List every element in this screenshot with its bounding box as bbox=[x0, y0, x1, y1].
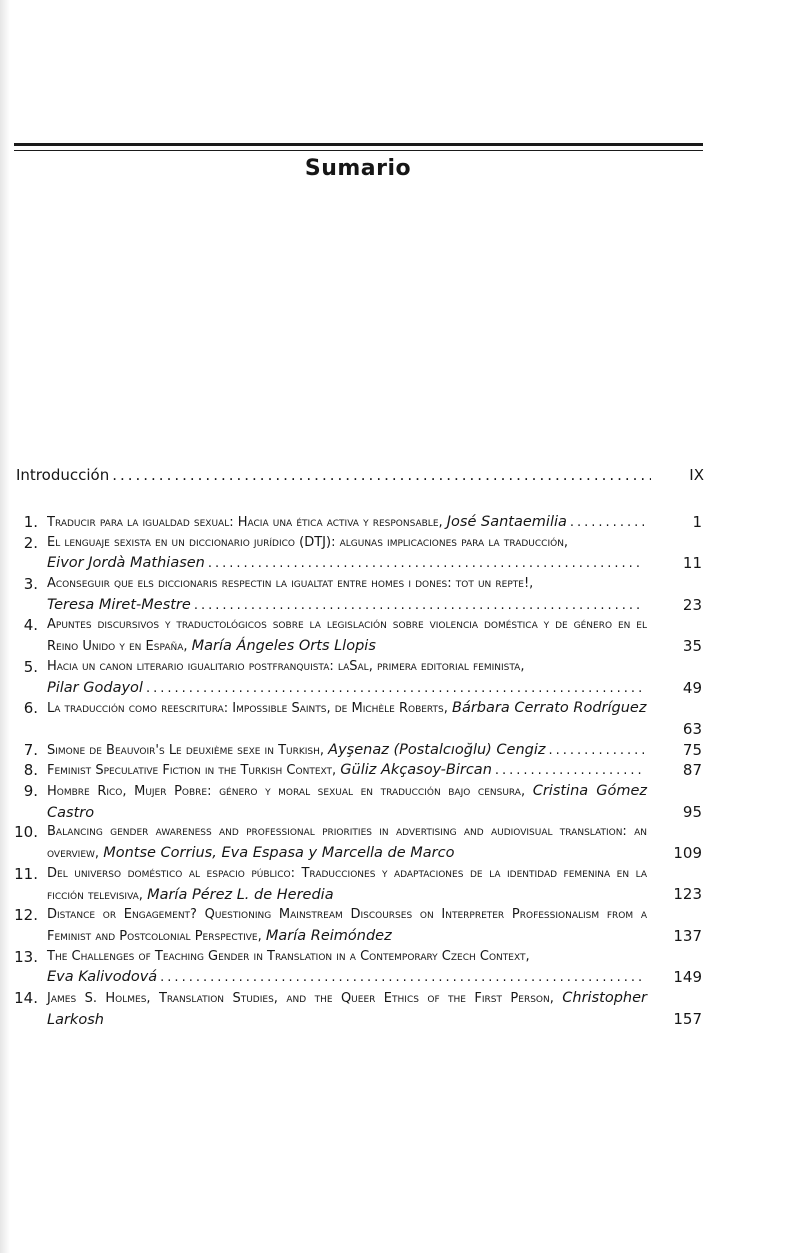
toc-entry-page: 63 bbox=[682, 719, 702, 738]
toc-entry-number: 9. bbox=[23, 782, 38, 801]
toc-entry-author: María Pérez L. de Heredia bbox=[147, 886, 334, 903]
toc-entry-page: 95 bbox=[682, 802, 702, 821]
toc-entry-page: 1 bbox=[692, 512, 702, 531]
toc-entry[interactable] bbox=[0, 864, 800, 905]
toc-entry-page: 75 bbox=[682, 740, 702, 759]
toc-entry-title: Traducir para la igualdad sexual: Hacia una ética activa y responsable, bbox=[47, 515, 443, 530]
toc-leader-dots bbox=[146, 679, 644, 699]
toc-leader-dots bbox=[549, 741, 644, 761]
toc-entry-number: 3. bbox=[23, 575, 38, 594]
toc-entry-page: 23 bbox=[682, 595, 702, 614]
toc-entry-title: Apuntes discursivos y traductológicos sobre la legislación sobre violencia doméstica y de género en el Reino Unido y en España, bbox=[47, 617, 647, 655]
toc-entry-page: 157 bbox=[673, 1009, 702, 1028]
toc-intro-page: IX bbox=[689, 466, 704, 484]
toc-entry-author: Eva Kalivodová bbox=[47, 969, 158, 986]
toc-entry-author: María Ángeles Orts Llopis bbox=[191, 638, 376, 655]
toc-entry-author: María Reimóndez bbox=[265, 927, 392, 944]
toc-entry-title: Feminist Speculative Fiction in the Turkish Context, bbox=[47, 763, 337, 779]
toc-entry-number: 11. bbox=[14, 864, 38, 883]
toc-entry[interactable] bbox=[0, 512, 800, 533]
toc-entry-number: 1. bbox=[23, 513, 38, 531]
toc-entry[interactable] bbox=[0, 698, 800, 739]
toc-entry[interactable] bbox=[0, 947, 800, 988]
toc-entry-page: 49 bbox=[682, 678, 702, 697]
toc-intro-label: Introducción bbox=[16, 466, 110, 484]
toc-entry[interactable] bbox=[0, 533, 800, 574]
toc-entry-author: Bárbara Cerrato Rodríguez bbox=[452, 700, 647, 717]
toc-leader-dots bbox=[495, 761, 644, 781]
toc-entry[interactable] bbox=[0, 574, 800, 615]
toc-entry-author: Cristina Gómez Castro bbox=[47, 783, 647, 821]
toc-entry-number: 10. bbox=[14, 823, 38, 842]
toc-entry-title: La traducción como reescritura: Impossible Saints, de Michèle Roberts, bbox=[47, 701, 448, 717]
toc-entry-page: 123 bbox=[673, 885, 702, 904]
toc-entry-author: Montse Corrius, Eva Espasa y Marcella de Marco bbox=[103, 845, 455, 862]
toc-entry-number: 5. bbox=[23, 657, 38, 676]
toc-intro-row[interactable] bbox=[16, 466, 704, 490]
toc-leader-dots bbox=[208, 554, 644, 574]
toc-entry-title: Aconseguir que els diccionaris respectin la igualtat entre homes i dones: tot un repte!, bbox=[47, 576, 534, 592]
toc-entry-title: Simone de Beauvoir's Le deuxième sexe in Turkish, bbox=[47, 742, 325, 758]
toc-entry-author: Teresa Miret-Mestre bbox=[47, 596, 191, 613]
table-of-contents bbox=[0, 512, 800, 1029]
toc-entry[interactable] bbox=[0, 740, 800, 761]
toc-entry-author: Güliz Akçasoy-Bircan bbox=[340, 762, 492, 779]
toc-entry[interactable] bbox=[0, 905, 800, 946]
toc-entry[interactable] bbox=[0, 822, 800, 863]
toc-entry-title: Hombre Rico, Mujer Pobre: género y moral sexual en traducción bajo censura, bbox=[47, 784, 526, 800]
toc-entry[interactable] bbox=[0, 615, 800, 656]
toc-entry-number: 8. bbox=[23, 761, 38, 780]
toc-entry-page: 11 bbox=[682, 554, 702, 573]
page-title: Sumario bbox=[304, 156, 412, 181]
toc-entry-number: 6. bbox=[23, 699, 38, 718]
toc-entry-title: The Challenges of Teaching Gender in Translation in a Contemporary Czech Context, bbox=[47, 948, 530, 964]
toc-entry-author: Christopher Larkosh bbox=[47, 989, 647, 1028]
toc-entry-title: El lenguaje sexista en un diccionario jurídico (DTJ): algunas implicaciones para la traducción, bbox=[47, 534, 569, 550]
toc-entry-page: 109 bbox=[673, 844, 702, 863]
toc-entry[interactable] bbox=[0, 988, 800, 1029]
toc-entry[interactable] bbox=[0, 781, 800, 822]
header-rule-thin bbox=[14, 150, 703, 151]
toc-entry-number: 2. bbox=[23, 533, 38, 552]
toc-entry-page: 87 bbox=[682, 761, 702, 780]
toc-entry-number: 7. bbox=[23, 740, 38, 759]
toc-entry[interactable] bbox=[0, 760, 800, 781]
toc-entry-title: Distance or Engagement? Questioning Mainstream Discourses on Interpreter Professionalism from a Feminist and Postcolonial Perspective, bbox=[47, 907, 647, 944]
toc-entry-page: 35 bbox=[682, 637, 702, 656]
toc-entry-page: 137 bbox=[673, 926, 702, 945]
toc-leader-dots bbox=[194, 596, 644, 616]
toc-entry-page: 149 bbox=[673, 968, 702, 987]
toc-entry-title: Balancing gender awareness and professional priorities in advertising and audiovisual translation: an overview, bbox=[47, 824, 647, 862]
toc-leader-dots bbox=[570, 513, 644, 533]
toc-entry-author: José Santaemilia bbox=[446, 514, 567, 530]
toc-leader-dots bbox=[160, 968, 644, 988]
toc-leader-dots bbox=[112, 466, 651, 484]
toc-entry-number: 4. bbox=[23, 616, 38, 635]
toc-entry-number: 12. bbox=[14, 906, 38, 925]
toc-entry[interactable] bbox=[0, 657, 800, 698]
toc-entry-author: Ayşenaz (Postalcıoğlu) Cengiz bbox=[328, 741, 546, 758]
toc-entry-title: Hacia un canon literario igualitario postfranquista: laSal, primera editorial feminista, bbox=[47, 658, 525, 674]
toc-entry-author: Eivor Jordà Mathiasen bbox=[47, 555, 205, 572]
header-rule-thick bbox=[14, 143, 703, 146]
toc-entry-number: 14. bbox=[14, 988, 38, 1007]
toc-entry-number: 13. bbox=[14, 947, 38, 966]
toc-entry-title: James S. Holmes, Translation Studies, and the Queer Ethics of the First Person, bbox=[47, 990, 554, 1006]
toc-entry-title: Del universo doméstico al espacio público: Traducciones y adaptaciones de la identidad femenina en la ficción televisiva, bbox=[47, 865, 647, 903]
toc-entry-author: Pilar Godayol bbox=[47, 679, 143, 696]
